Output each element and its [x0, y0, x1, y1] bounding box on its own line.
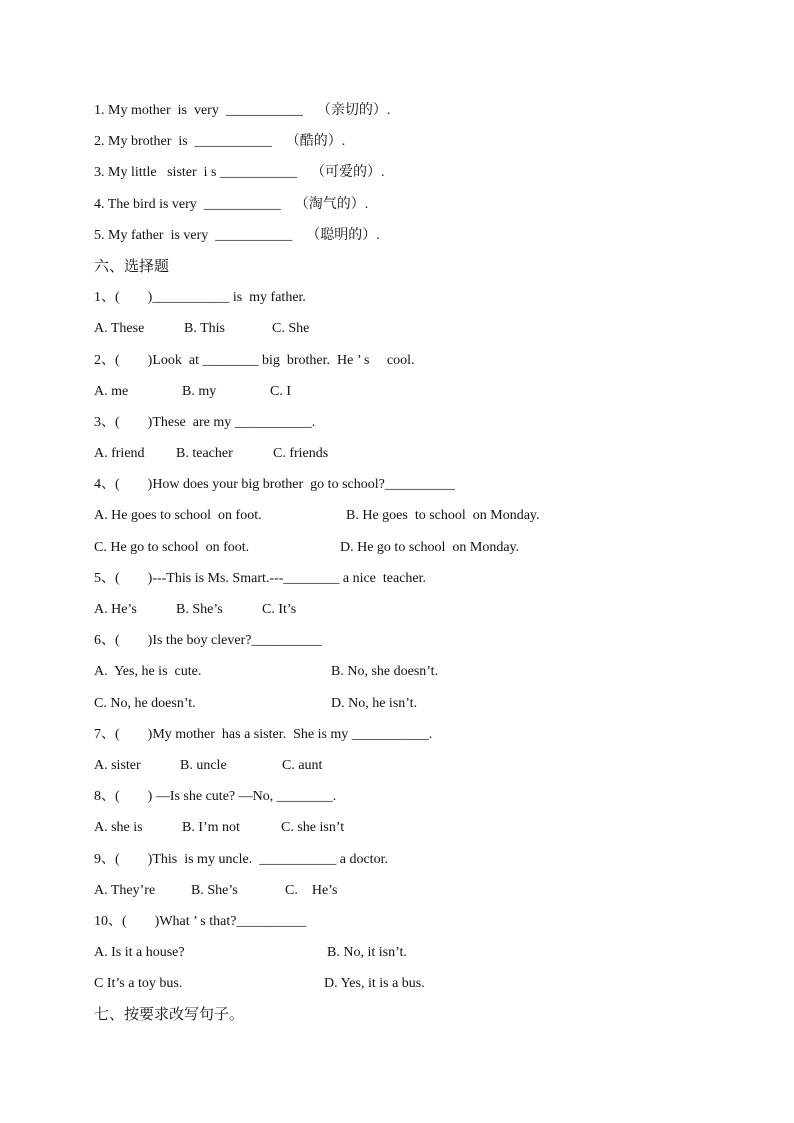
option-3-c: C. friends [273, 446, 329, 461]
option-1-a: A. These [94, 321, 145, 336]
option-7-b: B. uncle [180, 758, 227, 773]
option-3-b: B. teacher [176, 446, 233, 461]
option-10-d: D. Yes, it is a bus. [324, 976, 425, 991]
option-9-c: C. He’s [285, 883, 338, 898]
option-1-c: C. She [272, 321, 310, 336]
fill-in-item-3: 3. My little sister i s ___________ （可爱的）. [94, 165, 385, 180]
option-3-a: A. friend [94, 446, 145, 461]
option-10-c: C It’s a toy bus. [94, 976, 183, 991]
option-4-b: B. He goes to school on Monday. [346, 508, 540, 523]
option-7-c: C. aunt [282, 758, 323, 773]
option-9-b: B. She’s [191, 883, 238, 898]
option-6-c: C. No, he doesn’t. [94, 696, 196, 711]
question-7: 7、( )My mother has a sister. She is my ___________. [94, 727, 433, 742]
option-8-b: B. I’m not [182, 820, 240, 835]
question-8: 8、( ) —Is she cute? —No, ________. [94, 789, 337, 804]
question-2: 2、( )Look at ________ big brother. He ’ s cool. [94, 353, 415, 368]
fill-in-item-1: 1. My mother is very ___________ （亲切的）. [94, 103, 391, 118]
section-7-title: 七、按要求改写句子。 [94, 1007, 245, 1023]
option-5-b: B. She’s [176, 602, 223, 617]
option-10-a: A. Is it a house? [94, 945, 185, 960]
option-7-a: A. sister [94, 758, 141, 773]
option-2-b: B. my [182, 384, 217, 399]
question-6: 6、( )Is the boy clever?__________ [94, 633, 322, 648]
question-3: 3、( )These are my ___________. [94, 415, 316, 430]
option-5-c: C. It’s [262, 602, 297, 617]
option-6-d: D. No, he isn’t. [331, 696, 418, 711]
option-10-b: B. No, it isn’t. [327, 945, 407, 960]
option-4-a: A. He goes to school on foot. [94, 508, 262, 523]
option-6-a: A. Yes, he is cute. [94, 664, 202, 679]
question-9: 9、( )This is my uncle. ___________ a doctor. [94, 852, 388, 867]
option-8-c: C. she isn’t [281, 820, 345, 835]
option-2-a: A. me [94, 384, 129, 399]
question-10: 10、( )What ’ s that?__________ [94, 914, 307, 929]
option-6-b: B. No, she doesn’t. [331, 664, 439, 679]
question-4: 4、( )How does your big brother go to school?__________ [94, 477, 455, 492]
question-1: 1、( )___________ is my father. [94, 290, 306, 305]
option-8-a: A. she is [94, 820, 143, 835]
option-9-a: A. They’re [94, 883, 156, 898]
question-5: 5、( )---This is Ms. Smart.---________ a nice teacher. [94, 571, 427, 586]
fill-in-item-4: 4. The bird is very ___________ （淘气的）. [94, 197, 369, 212]
option-1-b: B. This [184, 321, 225, 336]
section-6-title: 六、选择题 [94, 259, 170, 275]
option-2-c: C. I [270, 384, 291, 399]
option-5-a: A. He’s [94, 602, 137, 617]
fill-in-item-5: 5. My father is very ___________ （聪明的）. [94, 228, 380, 243]
option-4-d: D. He go to school on Monday. [340, 540, 520, 555]
option-4-c: C. He go to school on foot. [94, 540, 250, 555]
fill-in-item-2: 2. My brother is ___________ （酷的）. [94, 134, 346, 149]
